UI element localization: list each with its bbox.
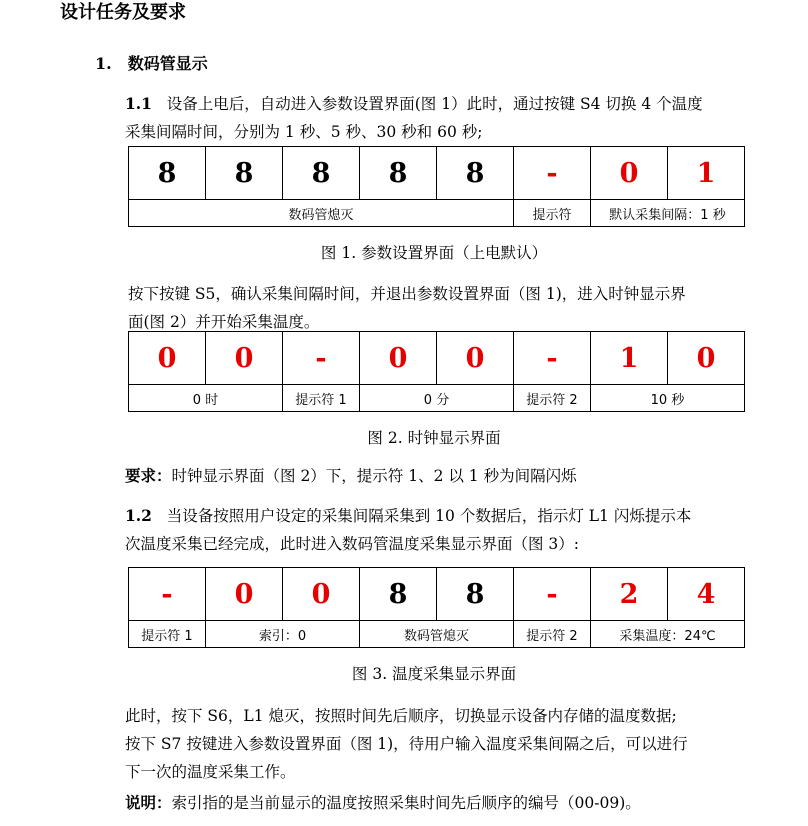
segment-label: 提示符 [514, 200, 591, 227]
segment-label: 提示符 1 [129, 621, 206, 648]
paragraph-1-1 [125, 90, 765, 146]
paragraph-line: 下一次的温度采集工作。 [125, 763, 296, 781]
segment-display-fig2 [128, 331, 745, 412]
digit-cell: - [283, 332, 360, 385]
digit-cell: 8 [206, 147, 283, 200]
paragraph-line: 设备上电后，自动进入参数设置界面(图 1）此时，通过按键 S4 切换 4 个温度 [166, 95, 703, 113]
requirement [125, 462, 765, 490]
digit-cell: 8 [129, 147, 206, 200]
digit-cell: - [514, 568, 591, 621]
digit-cell: 8 [360, 568, 437, 621]
paragraph-1-2 [125, 502, 765, 558]
note [125, 789, 785, 817]
segment-label: 数码管熄灭 [129, 200, 514, 227]
digit-cell: 8 [437, 568, 514, 621]
requirement-text: 时钟显示界面（图 2）下，提示符 1、2 以 1 秒为间隔闪烁 [171, 467, 577, 485]
digit-cell: 2 [591, 568, 668, 621]
paragraph-line: 此时，按下 S6，L1 熄灭，按照时间先后顺序，切换显示设备内存储的温度数据; [125, 707, 677, 725]
digit-cell: 8 [283, 147, 360, 200]
segment-display-fig1 [128, 146, 745, 227]
segment-label: 0 时 [129, 385, 283, 412]
paragraph-line: 次温度采集已经完成，此时进入数码管温度采集显示界面（图 3）: [125, 535, 580, 553]
section-title: 1. 数码管显示 [95, 54, 208, 73]
digit-cell: 0 [129, 332, 206, 385]
figure-caption: 图 1. 参数设置界面（上电默认） [320, 244, 548, 262]
digit-cell: 0 [360, 332, 437, 385]
segment-label: 0 分 [360, 385, 514, 412]
digit-cell: 0 [206, 332, 283, 385]
item-number: 1.1 [125, 94, 152, 113]
digit-cell: - [129, 568, 206, 621]
document-heading: 设计任务及要求 [60, 2, 186, 23]
paragraph-line: 当设备按照用户设定的采集间隔采集到 10 个数据后，指示灯 L1 闪烁提示本 [166, 507, 692, 525]
segment-label: 提示符 2 [514, 621, 591, 648]
requirement-label: 要求： [125, 466, 172, 485]
digit-cell: 4 [668, 568, 745, 621]
digit-cell: 0 [437, 332, 514, 385]
figure-caption: 图 2. 时钟显示界面 [367, 429, 501, 447]
segment-label: 默认采集间隔：1 秒 [591, 200, 745, 227]
digit-cell: 1 [668, 147, 745, 200]
segment-label: 10 秒 [591, 385, 745, 412]
segment-label: 索引：0 [206, 621, 360, 648]
digit-cell: - [514, 332, 591, 385]
figure-caption: 图 3. 温度采集显示界面 [351, 665, 517, 683]
paragraph-line: 按下按键 S5，确认采集间隔时间，并退出参数设置界面（图 1)，进入时钟显示界 [128, 285, 686, 303]
paragraph-line: 面(图 2）并开始采集温度。 [128, 313, 320, 331]
segment-label: 提示符 2 [514, 385, 591, 412]
digit-cell: 0 [591, 147, 668, 200]
segment-label: 数码管熄灭 [360, 621, 514, 648]
digit-cell: 8 [437, 147, 514, 200]
digit-cell: 8 [360, 147, 437, 200]
digit-cell: 0 [206, 568, 283, 621]
note-text: 索引指的是当前显示的温度按照采集时间先后顺序的编号（00-09)。 [171, 794, 641, 812]
note-label: 说明： [125, 793, 172, 812]
digit-cell: - [514, 147, 591, 200]
digit-cell: 0 [668, 332, 745, 385]
paragraph-2 [128, 280, 768, 336]
item-number: 1.2 [125, 506, 152, 525]
segment-label: 提示符 1 [283, 385, 360, 412]
segment-label: 采集温度：24℃ [591, 621, 745, 648]
paragraph-4 [125, 702, 785, 786]
paragraph-line: 采集间隔时间，分别为 1 秒、5 秒、30 秒和 60 秒; [125, 123, 483, 141]
segment-display-fig3 [128, 567, 745, 648]
digit-cell: 0 [283, 568, 360, 621]
paragraph-line: 按下 S7 按键进入参数设置界面（图 1)，待用户输入温度采集间隔之后，可以进行 [125, 735, 688, 753]
digit-cell: 1 [591, 332, 668, 385]
